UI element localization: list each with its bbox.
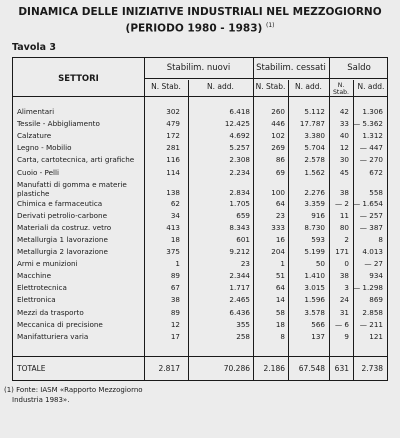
new-n-stab-cell: 138	[166, 187, 180, 197]
new-n-stab-cell: 12	[170, 319, 180, 329]
sector-name: Metallurgia 1 lavorazione	[17, 234, 108, 244]
balance-n-stab-cell: 12	[339, 143, 349, 153]
balance-header: Saldo	[347, 63, 371, 73]
sector-name: Cuoio - Pelli	[17, 167, 60, 177]
balance-n-add-cell: — 1.654	[352, 198, 383, 208]
new-n-add-cell: 6.418	[229, 107, 250, 116]
table-row	[13, 246, 387, 257]
sector-name: Manifatturiera varia	[17, 331, 89, 341]
table-row	[13, 179, 387, 198]
new-n-add-cell: 1.705	[229, 198, 250, 208]
total-label: TOTALE	[17, 364, 46, 373]
closed-n-stab-header: N. Stab.	[255, 82, 286, 91]
table-row	[13, 167, 387, 178]
table-row	[13, 331, 387, 342]
balance-n-add-cell: 672	[369, 167, 383, 177]
closed-n-add-cell: 1.562	[304, 167, 325, 177]
closed-n-add-cell: 5.704	[304, 143, 325, 153]
new-n-stab-cell: 413	[166, 222, 180, 232]
balance-n-stab-cell: 42	[339, 107, 349, 116]
new-n-add-cell: 659	[236, 210, 250, 220]
sector-name: Legno - Mobilio	[17, 143, 72, 153]
data-table	[12, 57, 388, 381]
balance-n-stab-cell: 45	[339, 167, 349, 177]
new-n-stab-cell: 1	[175, 259, 180, 269]
balance-n-stab-cell: 9	[344, 331, 349, 341]
closed-n-add-cell: 593	[311, 234, 325, 244]
sector-name: Materiali da costruz. vetro	[17, 222, 112, 232]
new-n-add-cell: 2.834	[229, 187, 250, 197]
new-plants-header: Stabilim. nuovi	[166, 63, 231, 73]
new-n-add-cell: 2.465	[229, 295, 250, 305]
balance-n-add-cell: 934	[369, 271, 383, 281]
sector-name: Metallurgia 2 lavorazione	[17, 247, 108, 256]
closed-n-stab-cell: 18	[275, 319, 285, 329]
new-n-stab-cell: 17	[170, 331, 180, 341]
footnote-line-1: (1) Fonte: IASM «Rapporto Mezzogiorno	[4, 386, 143, 394]
closed-n-stab-cell: 64	[275, 283, 285, 293]
closed-n-add-cell: 5.199	[304, 247, 325, 256]
balance-n-stab-cell: 11	[339, 210, 349, 220]
closed-n-add-cell: 1.596	[304, 295, 325, 305]
total-balance-n-add: 2.738	[361, 364, 383, 373]
balance-n-stab-cell: 33	[339, 119, 349, 129]
balance-n-add-cell: 869	[369, 295, 383, 305]
sector-name: Alimentari	[17, 107, 55, 116]
new-n-stab-cell: 479	[166, 119, 180, 129]
new-n-add-cell: 6.436	[229, 307, 250, 317]
new-n-add-cell: 258	[236, 331, 250, 341]
closed-n-stab-cell: 446	[271, 119, 285, 129]
table-row	[13, 258, 387, 269]
table-title	[0, 6, 400, 36]
balance-n-add-header: N. add.	[357, 82, 385, 91]
balance-n-stab-cell: — 6	[334, 319, 349, 329]
closed-n-add-cell: 3.359	[304, 198, 325, 208]
new-n-stab-cell: 38	[170, 295, 180, 305]
closed-n-stab-cell: 69	[275, 167, 285, 177]
closed-n-stab-cell: 58	[275, 307, 285, 317]
sector-name: Derivati petrolio-carbone	[17, 210, 108, 220]
closed-n-add-cell: 137	[311, 331, 325, 341]
new-n-add-cell: 1.717	[229, 283, 250, 293]
new-n-add-cell: 2.308	[229, 155, 250, 165]
closed-n-add-cell: 17.787	[299, 119, 325, 129]
closed-n-add-cell: 3.380	[304, 131, 325, 141]
table-row	[13, 270, 387, 281]
balance-n-add-cell: 1.312	[362, 131, 383, 141]
balance-n-stab-cell: 30	[339, 155, 349, 165]
closed-n-stab-cell: 102	[271, 131, 285, 141]
sector-name: Carta, cartotecnica, arti grafiche	[17, 155, 135, 165]
balance-n-stab-cell: 0	[344, 259, 349, 269]
balance-n-stab-header: N. Stab.	[332, 82, 350, 96]
new-n-add-cell: 5.257	[229, 143, 250, 153]
closed-n-add-cell: 50	[315, 259, 325, 269]
new-n-stab-cell: 281	[166, 143, 180, 153]
new-n-add-cell: 12.425	[224, 119, 250, 129]
new-n-stab-cell: 34	[170, 210, 180, 220]
new-n-stab-cell: 62	[170, 198, 180, 208]
table-row	[13, 130, 387, 141]
closed-n-stab-cell: 333	[271, 222, 285, 232]
table-row	[13, 142, 387, 153]
table-number: Tavola 3	[12, 42, 56, 53]
table-row	[13, 154, 387, 165]
sector-name: Manufatti di gomma e materie plastiche	[17, 179, 127, 198]
balance-n-stab-cell: 171	[335, 247, 349, 256]
sector-name: Elettronica	[17, 295, 56, 305]
sector-name: Chimica e farmaceutica	[17, 198, 103, 208]
header-divider	[144, 78, 387, 79]
balance-n-stab-cell: 3	[344, 283, 349, 293]
closed-n-stab-cell: 86	[275, 155, 285, 165]
closed-n-stab-cell: 16	[275, 234, 285, 244]
closed-n-add-cell: 916	[311, 210, 325, 220]
settori-header: SETTORI	[58, 74, 99, 84]
new-n-stab-cell: 114	[166, 167, 180, 177]
sector-name: Meccanica di precisione	[17, 319, 103, 329]
table-row	[13, 222, 387, 233]
new-n-stab-cell: 18	[170, 234, 180, 244]
new-n-add-cell: 2.234	[229, 167, 250, 177]
balance-n-stab-cell: 2	[344, 234, 349, 244]
new-n-add-cell: 23	[240, 259, 250, 269]
title-line-2: (PERIODO 1980 - 1983) $^{(1)}$	[125, 22, 275, 35]
balance-n-add-cell: 4.013	[362, 247, 383, 256]
closed-n-add-cell: 8.730	[304, 222, 325, 232]
balance-n-add-cell: — 257	[359, 210, 383, 220]
closed-n-stab-cell: 64	[275, 198, 285, 208]
balance-n-stab-cell: — 2	[334, 198, 349, 208]
new-n-add-cell: 9.212	[229, 247, 250, 256]
table-row	[13, 198, 387, 209]
new-n-add-cell: 4.692	[229, 131, 250, 141]
closed-n-add-header: N. add.	[295, 82, 322, 91]
balance-n-add-cell: 558	[369, 187, 383, 197]
closed-n-stab-cell: 14	[275, 295, 285, 305]
total-new-n-stab: 2.817	[158, 364, 180, 373]
new-n-stab-cell: 67	[170, 283, 180, 293]
total-closed-n-add: 67.548	[298, 364, 325, 373]
closed-n-add-cell: 3.578	[304, 307, 325, 317]
table-row	[13, 319, 387, 330]
closed-n-stab-cell: 100	[271, 187, 285, 197]
closed-plants-header: Stabilim. cessati	[256, 63, 326, 73]
total-balance-n-stab: 631	[334, 364, 349, 373]
sector-name: Calzature	[17, 131, 52, 141]
closed-n-stab-cell: 260	[271, 107, 285, 116]
sector-name: Elettrotecnica	[17, 283, 67, 293]
balance-n-stab-cell: 38	[339, 187, 349, 197]
balance-n-add-cell: 1.306	[362, 107, 383, 116]
new-n-stab-cell: 116	[166, 155, 180, 165]
new-n-add-cell: 2.344	[229, 271, 250, 281]
balance-n-stab-cell: 38	[339, 271, 349, 281]
title-line-1: DINAMICA DELLE INIZIATIVE INDUSTRIALI NEL MEZZOGIORNO	[18, 6, 382, 18]
sector-name: Tessile - Abbigliamento	[17, 119, 100, 129]
closed-n-add-cell: 3.015	[304, 283, 325, 293]
title-footnote-marker: (1)	[265, 22, 275, 29]
balance-n-add-cell: — 270	[359, 155, 383, 165]
footnote-line-2: Industria 1983».	[12, 396, 70, 404]
closed-n-add-cell: 566	[311, 319, 325, 329]
sector-name: Armi e munizioni	[17, 259, 78, 269]
closed-n-add-cell: 2.276	[304, 187, 325, 197]
table-row	[13, 282, 387, 293]
total-new-n-add: 70.286	[223, 364, 250, 373]
new-n-stab-cell: 89	[170, 307, 180, 317]
closed-n-add-cell: 5.112	[304, 107, 325, 116]
new-n-stab-header: N. Stab.	[151, 82, 181, 91]
table-row	[13, 307, 387, 318]
new-n-stab-cell: 375	[166, 247, 180, 256]
closed-n-add-cell: 2.578	[304, 155, 325, 165]
closed-n-stab-cell: 204	[271, 247, 285, 256]
header-divider	[13, 96, 387, 97]
closed-n-add-cell: 1.410	[304, 271, 325, 281]
balance-n-add-cell: — 1.298	[352, 283, 383, 293]
new-n-stab-cell: 89	[170, 271, 180, 281]
balance-n-stab-cell: 24	[339, 295, 349, 305]
sector-name: Mezzi da trasporto	[17, 307, 84, 317]
closed-n-stab-cell: 269	[271, 143, 285, 153]
balance-n-stab-cell: 40	[339, 131, 349, 141]
total-closed-n-stab: 2.186	[263, 364, 285, 373]
balance-n-add-cell: 2.858	[362, 307, 383, 317]
closed-n-stab-cell: 51	[275, 271, 285, 281]
total-row	[13, 363, 387, 374]
balance-n-add-cell: — 447	[359, 143, 383, 153]
new-n-add-cell: 8.343	[229, 222, 250, 232]
balance-n-add-cell: 8	[378, 234, 383, 244]
total-divider	[13, 356, 387, 357]
balance-n-add-cell: — 211	[359, 319, 383, 329]
new-n-stab-cell: 172	[166, 131, 180, 141]
closed-n-stab-cell: 8	[280, 331, 285, 341]
balance-n-add-cell: — 387	[359, 222, 383, 232]
balance-n-add-cell: — 27	[364, 259, 383, 269]
balance-n-add-cell: 121	[369, 331, 383, 341]
closed-n-stab-cell: 1	[280, 259, 285, 269]
footnote	[4, 385, 143, 405]
table-row	[13, 118, 387, 129]
table-row	[13, 106, 387, 117]
table-row	[13, 210, 387, 221]
table-row	[13, 234, 387, 245]
sector-name: Macchine	[17, 271, 52, 281]
balance-n-stab-cell: 31	[339, 307, 349, 317]
new-n-add-cell: 601	[236, 234, 250, 244]
new-n-add-header: N. add.	[207, 82, 234, 91]
table-row	[13, 294, 387, 305]
new-n-stab-cell: 302	[166, 107, 180, 116]
new-n-add-cell: 355	[236, 319, 250, 329]
closed-n-stab-cell: 23	[275, 210, 285, 220]
balance-n-stab-cell: 80	[339, 222, 349, 232]
balance-n-add-cell: — 5.362	[352, 119, 383, 129]
